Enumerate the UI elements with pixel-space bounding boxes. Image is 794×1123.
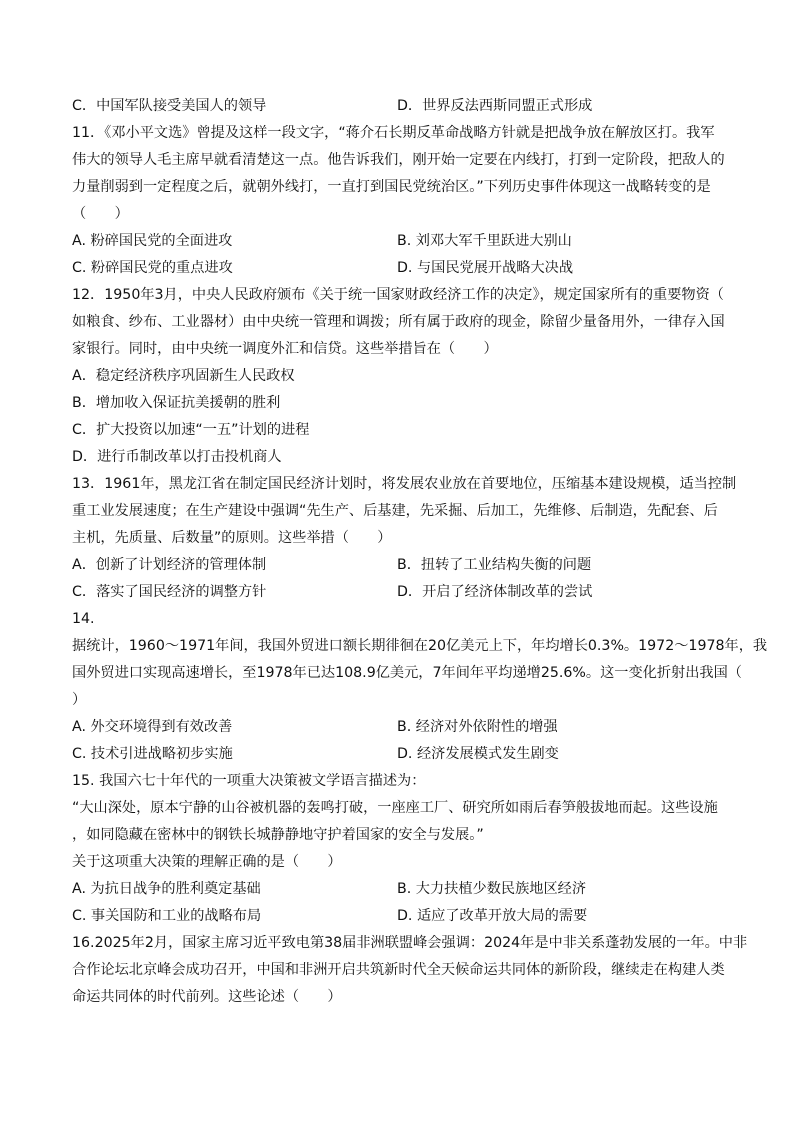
q13-stem-line: 13．1961年，黑龙江省在制定国民经济计划时，将发展农业放在首要地位，压缩基本建设规模，适当控制 xyxy=(72,476,737,492)
question-13 xyxy=(72,471,737,606)
q12-stem-line: 家银行。同时，由中央统一调度外汇和信贷。这些举措旨在（ ） xyxy=(72,341,498,357)
q11-options-row-cd xyxy=(72,255,722,282)
q14-option-d: D. 经济发展模式发生剧变 xyxy=(397,746,559,762)
q13-options-row-ab xyxy=(72,552,722,579)
q16-stem-line: 16.2025年2月，国家主席习近平致电第38届非洲联盟峰会强调：2024年是中非关系蓬勃发展的一年。中非 xyxy=(72,935,748,951)
q11-stem-line: 11．《邓小平文选》曾提及这样一段文字，“蒋介石长期反革命战略方针就是把战争放在解放区打。我军 xyxy=(72,125,715,141)
q14-options-row-cd xyxy=(72,741,722,768)
question-15 xyxy=(72,768,722,930)
q11-option-b: B. 刘邓大军千里跃进大别山 xyxy=(397,233,572,249)
q13-stem-line: 重工业发展速度；在生产建设中强调“先生产、后基建，先采掘、后加工，先维修、后制造，先配套、后 xyxy=(72,503,718,519)
q13-options-row-cd xyxy=(72,579,722,606)
q12-option-a: A．稳定经济秩序巩固新生人民政权 xyxy=(72,368,295,384)
q11-stem-line: （ ） xyxy=(72,206,129,222)
q11-stem-line: 伟大的领导人毛主席早就看清楚这一点。他告诉我们，刚开始一定要在内线打，打到一定阶段，把敌人的 xyxy=(72,152,725,168)
q12-option-c: C．扩大投资以加速“一五”计划的进程 xyxy=(72,422,310,438)
q13-option-c: C．落实了国民经济的调整方针 xyxy=(72,584,267,600)
q12-option-d: D．进行币制改革以打击投机商人 xyxy=(72,449,282,465)
q12-option-b: B．增加收入保证抗美援朝的胜利 xyxy=(72,395,281,411)
q14-number: 14. xyxy=(72,611,95,627)
q15-option-d: D. 适应了改革开放大局的需要 xyxy=(397,908,588,924)
q15-option-c: C. 事关国防和工业的战略布局 xyxy=(72,908,262,924)
q10-option-c: C．中国军队接受美国人的领导 xyxy=(72,98,267,114)
q11-options-row-ab xyxy=(72,228,722,255)
q15-stem-line: 关于这项重大决策的理解正确的是（ ） xyxy=(72,854,342,870)
q13-option-b: B．扭转了工业结构失衡的问题 xyxy=(397,557,592,573)
q15-quote-line: ，如同隐藏在密林中的钢铁长城静静地守护着国家的安全与发展。” xyxy=(72,827,484,843)
q14-option-a: A. 外交环境得到有效改善 xyxy=(72,719,233,735)
q10-options-row-cd xyxy=(72,93,722,120)
q14-options-row-ab xyxy=(72,714,722,741)
q12-stem-line: 12．1950年3月，中央人民政府颁布《关于统一国家财政经济工作的决定》，规定国家所有的重要物资（ xyxy=(72,287,724,303)
q14-stem-line: ） xyxy=(72,692,87,708)
q11-option-a: A. 粉碎国民党的全面进攻 xyxy=(72,233,233,249)
q14-stem-line: 国外贸进口实现高速增长，至1978年已达108.9亿美元，7年间年平均递增25.6%。这一变化折射出我国（ xyxy=(72,665,742,681)
q13-stem-line: 主机，先质量、后数量”的原则。这些举措（ ） xyxy=(72,530,392,546)
question-16 xyxy=(72,930,748,1011)
q11-stem-line: 力量削弱到一定程度之后，就朝外线打，一直打到国民党统治区。”下列历史事件体现这一战略转变的是 xyxy=(72,179,711,195)
q13-option-a: A．创新了计划经济的管理体制 xyxy=(72,557,267,573)
q14-stem-line: 据统计，1960～1971年间，我国外贸进口额长期徘徊在20亿美元上下，年均增长0.3%。1972～1978年，我 xyxy=(72,638,768,654)
q10-option-d: D．世界反法西斯同盟正式形成 xyxy=(397,98,593,114)
q11-option-c: C. 粉碎国民党的重点进攻 xyxy=(72,260,233,276)
q12-stem-line: 如粮食、纱布、工业器材）由中央统一管理和调拨；所有属于政府的现金，除留少量备用外，一律存入国 xyxy=(72,314,725,330)
q14-option-c: C. 技术引进战略初步实施 xyxy=(72,746,233,762)
question-12 xyxy=(72,282,725,471)
question-11 xyxy=(72,120,725,282)
q15-stem-line: 15. 我国六七十年代的一项重大决策被文学语言描述为： xyxy=(72,773,426,789)
q15-quote-line: “大山深处，原本宁静的山谷被机器的轰鸣打破，一座座工厂、研究所如雨后春笋般拔地而起。这些设施 xyxy=(72,800,718,816)
q15-options-row-ab xyxy=(72,876,722,903)
q15-option-a: A. 为抗日战争的胜利奠定基础 xyxy=(72,881,261,897)
question-14 xyxy=(72,606,768,768)
q15-options-row-cd xyxy=(72,903,722,930)
q11-option-d: D. 与国民党展开战略大决战 xyxy=(397,260,574,276)
exam-page xyxy=(72,93,768,1011)
q16-stem-line: 命运共同体的时代前列。这些论述（ ） xyxy=(72,989,342,1005)
q13-option-d: D．开启了经济体制改革的尝试 xyxy=(397,584,593,600)
q14-option-b: B. 经济对外依附性的增强 xyxy=(397,719,558,735)
q16-stem-line: 合作论坛北京峰会成功召开，中国和非洲开启共筑新时代全天候命运共同体的新阶段，继续走在构建人类 xyxy=(72,962,725,978)
q15-option-b: B. 大力扶植少数民族地区经济 xyxy=(397,881,587,897)
